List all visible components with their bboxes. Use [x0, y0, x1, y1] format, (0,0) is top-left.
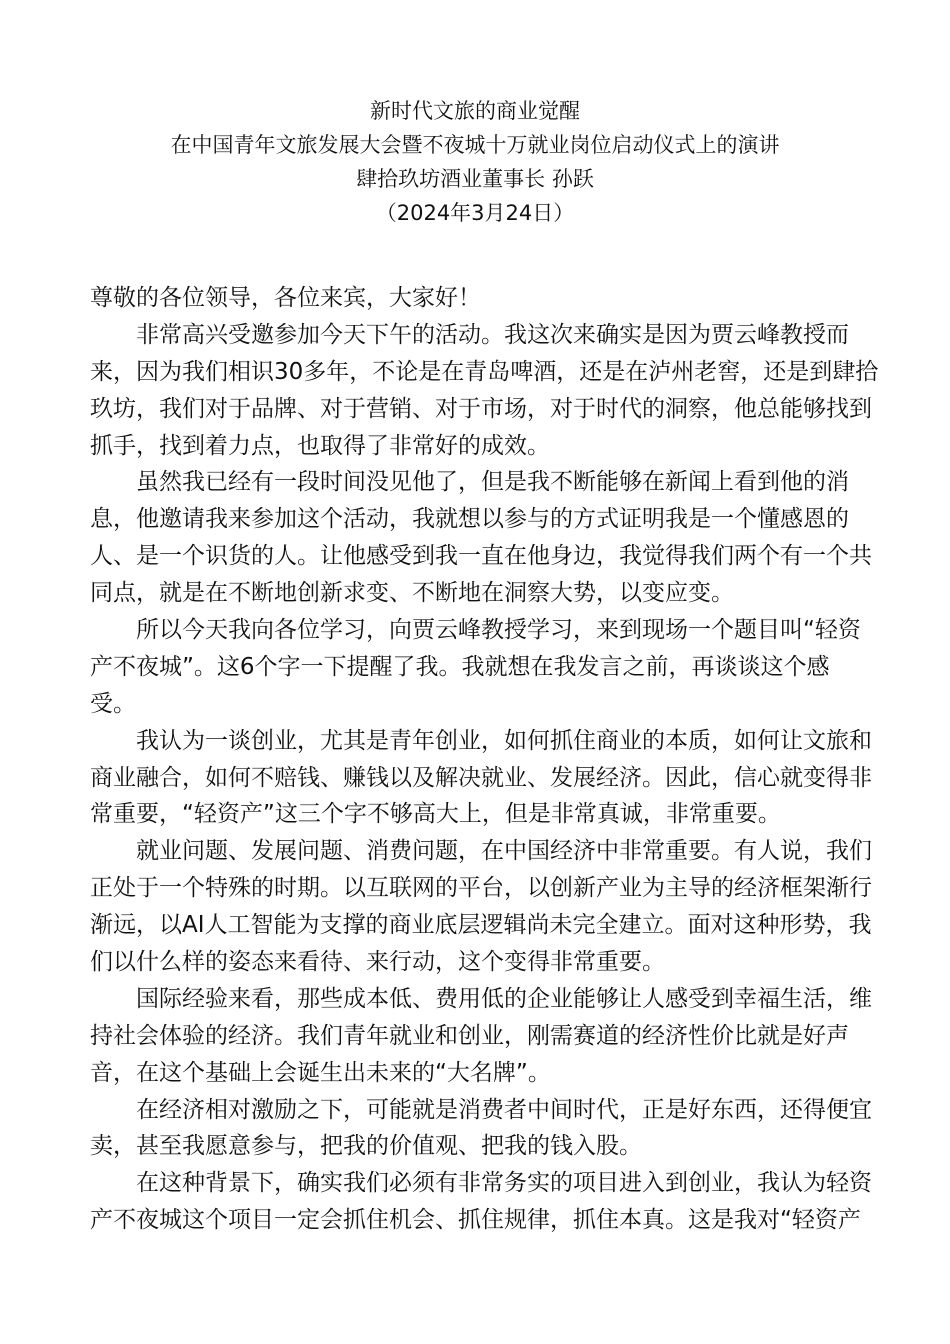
body-line: 正处于一个特殊的时期。以互联网的平台，以创新产业为主导的经济框架渐行 — [90, 875, 872, 902]
body-line: 渐远，以AI人工智能为支撑的商业底层逻辑尚未完全建立。面对这种形势，我 — [90, 912, 872, 939]
body-line: 国际经验来看，那些成本低、费用低的企业能够让人感受到幸福生活，维 — [136, 985, 872, 1012]
body-line: 产不夜城”。这6个字一下提醒了我。我就想在我发言之前，再谈谈这个感 — [90, 653, 830, 680]
speech-body — [90, 280, 879, 1239]
body-line: 在这种背景下，确实我们必须有非常务实的项目进入到创业，我认为轻资 — [136, 1170, 872, 1197]
document-title: 新时代文旅的商业觉醒 — [370, 99, 580, 123]
body-line: 玖坊，我们对于品牌、对于营销、对于市场，对于时代的洞察，他总能够找到 — [90, 395, 872, 422]
body-line: 音，在这个基础上会诞生出未来的“大名牌”。 — [90, 1059, 551, 1086]
body-line: 非常高兴受邀参加今天下午的活动。我这次来确实是因为贾云峰教授而 — [136, 321, 849, 348]
body-line: 在经济相对激励之下，可能就是消费者中间时代，正是好东西，还得便宜 — [136, 1096, 872, 1123]
body-line: 就业问题、发展问题、消费问题，在中国经济中非常重要。有人说，我们 — [136, 838, 872, 865]
body-line: 人、是一个识货的人。让他感受到我一直在他身边，我觉得我们两个有一个共 — [90, 543, 872, 570]
salutation-line: 尊敬的各位领导，各位来宾，大家好！ — [90, 285, 481, 311]
body-line: 常重要，“轻资产”这三个字不够高大上，但是非常真诚，非常重要。 — [90, 801, 781, 828]
document-header — [0, 94, 950, 230]
body-line: 持社会体验的经济。我们青年就业和创业，刚需赛道的经济性价比就是好声 — [90, 1022, 849, 1049]
body-line: 我认为一谈创业，尤其是青年创业，如何抓住商业的本质，如何让文旅和 — [136, 727, 872, 754]
body-line: 卖，甚至我愿意参与，把我的价值观、把我的钱入股。 — [90, 1133, 642, 1160]
speech-date: （2024年3月24日） — [375, 201, 575, 225]
body-line: 商业融合，如何不赔钱、赚钱以及解决就业、发展经济。因此，信心就变得非 — [90, 764, 872, 791]
body-line: 受。 — [90, 690, 136, 717]
body-line: 们以什么样的姿态来看待、来行动，这个变得非常重要。 — [90, 949, 665, 976]
body-line: 来，因为我们相识30多年，不论是在青岛啤酒，还是在泸州老窖，还是到肆拾 — [90, 358, 879, 385]
body-line: 抓手，找到着力点，也取得了非常好的成效。 — [90, 432, 550, 459]
body-line: 虽然我已经有一段时间没见他了，但是我不断能够在新闻上看到他的消 — [136, 469, 849, 496]
document-subtitle: 在中国青年文旅发展大会暨不夜城十万就业岗位启动仪式上的演讲 — [170, 133, 780, 157]
body-line: 息，他邀请我来参加这个活动，我就想以参与的方式证明我是一个懂感恩的 — [90, 506, 849, 533]
body-line: 所以今天我向各位学习，向贾云峰教授学习，来到现场一个题目叫“轻资 — [136, 617, 861, 644]
body-line: 产不夜城这个项目一定会抓住机会、抓住规律，抓住本真。这是我对“轻资产 — [90, 1207, 861, 1234]
body-line: 同点，就是在不断地创新求变、不断地在洞察大势，以变应变。 — [90, 580, 734, 607]
speaker-line: 肆拾玖坊酒业董事长 孙跃 — [356, 167, 594, 191]
